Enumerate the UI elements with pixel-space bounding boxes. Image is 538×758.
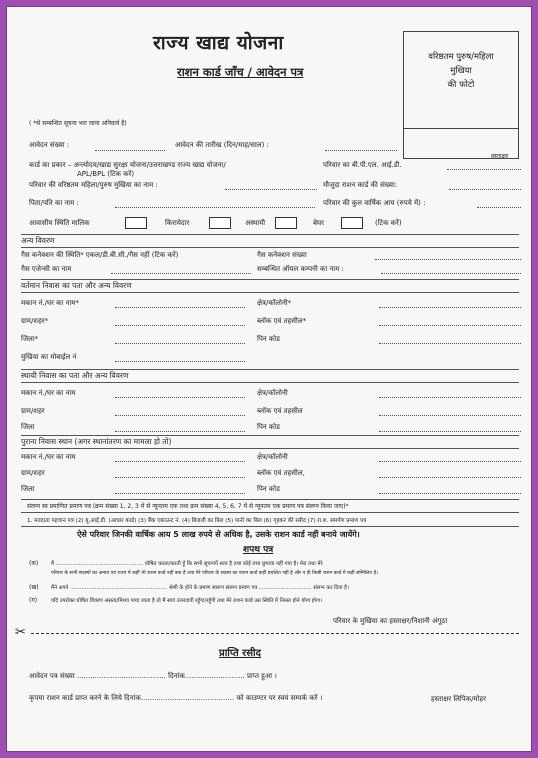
previous-village-label: ग्राम/शहर bbox=[21, 469, 45, 477]
previous-area-field[interactable] bbox=[379, 461, 521, 462]
photo-label-2: मुखिया bbox=[450, 66, 472, 76]
bpl-id-field[interactable] bbox=[447, 169, 521, 170]
mobile-field[interactable] bbox=[115, 361, 245, 362]
previous-district-label: जिला bbox=[21, 485, 35, 493]
divider bbox=[21, 292, 519, 293]
current-area-field[interactable] bbox=[379, 307, 521, 308]
photo-box bbox=[403, 31, 519, 129]
photo-label-1: वरिष्ठतम पुरुष/महिला bbox=[428, 52, 494, 62]
permanent-block-field[interactable] bbox=[379, 415, 521, 416]
annual-income-field[interactable] bbox=[477, 207, 521, 208]
divider bbox=[21, 512, 519, 513]
temporary-checkbox[interactable] bbox=[275, 217, 297, 229]
tenant-checkbox[interactable] bbox=[209, 217, 231, 229]
documents-list: 1. मतदाता पहचान पत्र (2) यू.आई.डी. (आधार कार्ड) (3) बैंक एकाउन्ट नं. (4) बिजली का बिल (5) पानी का बिल (6) गृहकर की रसीद (7) रा.श. समर्पण प्रमाण पत्र bbox=[27, 518, 367, 524]
income-notice: ऐसे परिवार जिनकी वार्षिक आय 5 लाख रुपये से अधिक है, उसके राशन कार्ड नहीं बनाये जायेंगे। bbox=[77, 530, 360, 539]
permanent-district-field[interactable] bbox=[115, 431, 245, 432]
previous-block-label: ब्लॉक एवं तहसील, bbox=[257, 469, 305, 477]
head-name-label: परिवार की वरिष्ठतम महिला/पुरुष मुखिया का नाम : bbox=[29, 181, 158, 189]
previous-district-field[interactable] bbox=[115, 493, 245, 494]
divider bbox=[21, 234, 519, 235]
current-pincode-field[interactable] bbox=[379, 343, 521, 344]
previous-block-field[interactable] bbox=[379, 477, 521, 478]
ration-card-form bbox=[6, 6, 532, 752]
clerk-signature-label: हस्ताक्षर लिपिक/मोहर bbox=[431, 695, 487, 703]
homeless-label: बेघर bbox=[313, 219, 324, 227]
affidavit-a-text-2: परिवार के सभी सदस्यों का अन्यत्र एवं राज्य में कहीं भी राशन कार्ड नहीं बना है तथा मेरे परिवार के सदस्य का राशन कार्ड कहीं प्रचलित नहीं है और न ही किसी राशन कार्ड में कहीं सम्मिलित है। bbox=[51, 571, 379, 576]
divider bbox=[21, 435, 519, 436]
current-house-label: मकान नं./घर का नाम* bbox=[21, 299, 79, 307]
current-card-no-label: मौजूदा राशन कार्ड की संख्या: bbox=[323, 181, 398, 189]
current-block-label: ब्लॉक एवं तहसील* bbox=[257, 317, 307, 325]
cut-line bbox=[31, 633, 519, 634]
other-details-heading: अन्य विवरण bbox=[21, 236, 55, 245]
card-type-options: APL/BPL (टिक करें) bbox=[77, 170, 135, 178]
current-village-label: ग्राम/शहर* bbox=[21, 317, 49, 325]
previous-house-field[interactable] bbox=[115, 461, 245, 462]
documents-instruction: संलग्न स्व प्रमाणित प्रमाण पत्र (क्रम संख्या 1, 2, 3 में से न्यूनतम एक तथा क्रम संख्या 4, 5, 6, 7 में से न्यूनतम एक प्रमाण पत्र संलग्न किया जाए)* bbox=[27, 503, 349, 510]
gas-connection-no-label: गैस कनेक्शन संख्या bbox=[257, 251, 307, 259]
gas-status-label: गैस कनेक्शन की स्थिति* एकल/डी.बी.सी./गैस नहीं (टिक करें) bbox=[21, 251, 179, 259]
previous-house-label: मकान नं./घर का नाम bbox=[21, 453, 76, 461]
permanent-block-label: ब्लॉक एवं तहसील bbox=[257, 407, 303, 415]
permanent-pincode-field[interactable] bbox=[379, 431, 521, 432]
permanent-village-label: ग्राम/शहर bbox=[21, 407, 45, 415]
previous-pincode-label: पिन कोड bbox=[257, 485, 280, 493]
oil-company-label: सम्बन्धित ऑयल कम्पनी का नाम : bbox=[257, 265, 344, 273]
residence-owner-label: आवासीय स्थिति मालिक bbox=[29, 219, 90, 227]
previous-area-label: क्षेत्र/कॉलोनी bbox=[257, 453, 288, 461]
application-date-field[interactable] bbox=[325, 150, 397, 151]
receipt-heading: प्राप्ति रसीद bbox=[219, 648, 261, 659]
current-pincode-label: पिन कोड bbox=[257, 335, 280, 343]
previous-village-field[interactable] bbox=[115, 477, 245, 478]
permanent-house-field[interactable] bbox=[115, 397, 245, 398]
mobile-label: मुखिया का मोबाईल नं bbox=[21, 353, 77, 361]
divider bbox=[21, 369, 519, 370]
permanent-pincode-label: पिन कोड bbox=[257, 423, 280, 431]
father-husband-label: पिता/पति का नाम : bbox=[29, 199, 79, 207]
tenant-label: किरायेदार bbox=[165, 219, 190, 227]
current-address-heading: वर्तमान निवास का पता और अन्य विवरण bbox=[21, 281, 132, 290]
divider bbox=[21, 382, 519, 383]
divider bbox=[21, 279, 519, 280]
owner-checkbox[interactable] bbox=[125, 217, 147, 229]
scissors-icon: ✂ bbox=[15, 625, 26, 640]
application-no-field[interactable] bbox=[95, 150, 165, 151]
father-husband-field[interactable] bbox=[115, 207, 315, 208]
current-village-field[interactable] bbox=[115, 325, 245, 326]
divider bbox=[21, 526, 519, 527]
current-district-label: जिला* bbox=[21, 335, 39, 343]
photo-label-3: की फोटो bbox=[447, 80, 475, 90]
divider bbox=[21, 247, 519, 248]
previous-pincode-field[interactable] bbox=[379, 493, 521, 494]
previous-address-heading: पुराना निवास स्थान (अगर स्थानांतरण का मामला हो तो) bbox=[21, 437, 172, 446]
mandatory-note: ( *से सम्बन्धित सूचना भरा जाना अनिवार्य है) bbox=[29, 120, 127, 127]
tick-label: (टिक करें) bbox=[375, 219, 402, 227]
current-district-field[interactable] bbox=[115, 343, 245, 344]
signature-box bbox=[403, 129, 519, 159]
permanent-area-field[interactable] bbox=[379, 397, 521, 398]
affidavit-a-text-1: मैं ..................................................... घोषित करता/करती हूँ कि सभी सूचनायें सत्य है तथा कोई तथ्य छुपाया नहीं गया है। मेरा तथा मेरे bbox=[51, 561, 323, 567]
affidavit-b-label: (ख) bbox=[29, 584, 39, 591]
affidavit-c-label: (ग) bbox=[29, 597, 38, 604]
current-house-field[interactable] bbox=[115, 307, 245, 308]
affidavit-c-text: यदि उपरोक्त घोषित विवरण असत्य/मिथ्या पाया जाता है तो मैं स्वयं उत्तरदायी रहूँगा/रहूँगी तथा मेरे राशन कार्ड उस स्थिति में निरस्त होने योग्य होगा। bbox=[51, 598, 323, 604]
gas-agency-field[interactable] bbox=[111, 273, 251, 274]
head-signature-label: परिवार के मुखिया का हस्ताक्षर/निशानी अंगूठा bbox=[333, 617, 448, 625]
divider bbox=[21, 499, 519, 500]
permanent-village-field[interactable] bbox=[115, 415, 245, 416]
head-name-field[interactable] bbox=[225, 189, 317, 190]
photo-signature-label: हस्ताक्षर bbox=[491, 153, 509, 160]
permanent-address-heading: स्थायी निवास का पता और अन्य विवरण bbox=[21, 371, 129, 380]
permanent-district-label: जिला bbox=[21, 423, 35, 431]
receipt-line-1: आवेदन पत्र संख्या ........................................ दिनांक........................... प्राप्त हुआ । bbox=[29, 672, 277, 680]
gas-connection-no-field[interactable] bbox=[375, 259, 521, 260]
receipt-line-2: कृपया राशन कार्ड प्राप्त करने के लिये दिनांक.......................................... को काउण्टर पर स्वयं सम्पर्क करें । bbox=[29, 694, 323, 702]
annual-income-label: परिवार की कुल वार्षिक आय (रुपये में) : bbox=[323, 199, 426, 207]
card-type-label: कार्ड का प्रकार – अन्त्योदय/खाद्य सुरक्षा योजना/उत्तराखण्ड राज्य खाद्य योजना/ bbox=[29, 161, 226, 169]
permanent-area-label: क्षेत्र/कॉलोनी bbox=[257, 389, 288, 397]
form-title: राज्य खाद्य योजना bbox=[153, 32, 284, 54]
current-area-label: क्षेत्र/कॉलोनी* bbox=[257, 299, 292, 307]
form-subtitle: राशन कार्ड जाँच / आवेदन पत्र bbox=[177, 65, 304, 79]
affidavit-a-label: (क) bbox=[29, 560, 39, 567]
affidavit-b-text: मैंने अपने ........................................................... श्रेणी के होने के प्रमाण स्वरूप संलग्न प्रमाण पत्र ................................ संलग्न कर दिया है। bbox=[51, 585, 349, 591]
bpl-id-label: परिवार का बी.पी.एल. आई.डी. bbox=[323, 161, 402, 169]
current-card-no-field[interactable] bbox=[449, 189, 521, 190]
homeless-checkbox[interactable] bbox=[341, 217, 363, 229]
gas-agency-label: गैस एजेन्सी का नाम bbox=[21, 265, 72, 273]
divider bbox=[21, 448, 519, 449]
application-no-label: आवेदन संख्या : bbox=[29, 141, 70, 149]
temporary-label: अस्थायी bbox=[245, 219, 266, 227]
affidavit-heading: शपथ पत्र bbox=[243, 545, 274, 555]
oil-company-field[interactable] bbox=[381, 273, 521, 274]
permanent-house-label: मकान नं./घर का नाम bbox=[21, 389, 76, 397]
current-block-field[interactable] bbox=[379, 325, 521, 326]
application-date-label: आवेदन की तारीख (दिन/माह/साल) : bbox=[175, 141, 269, 149]
